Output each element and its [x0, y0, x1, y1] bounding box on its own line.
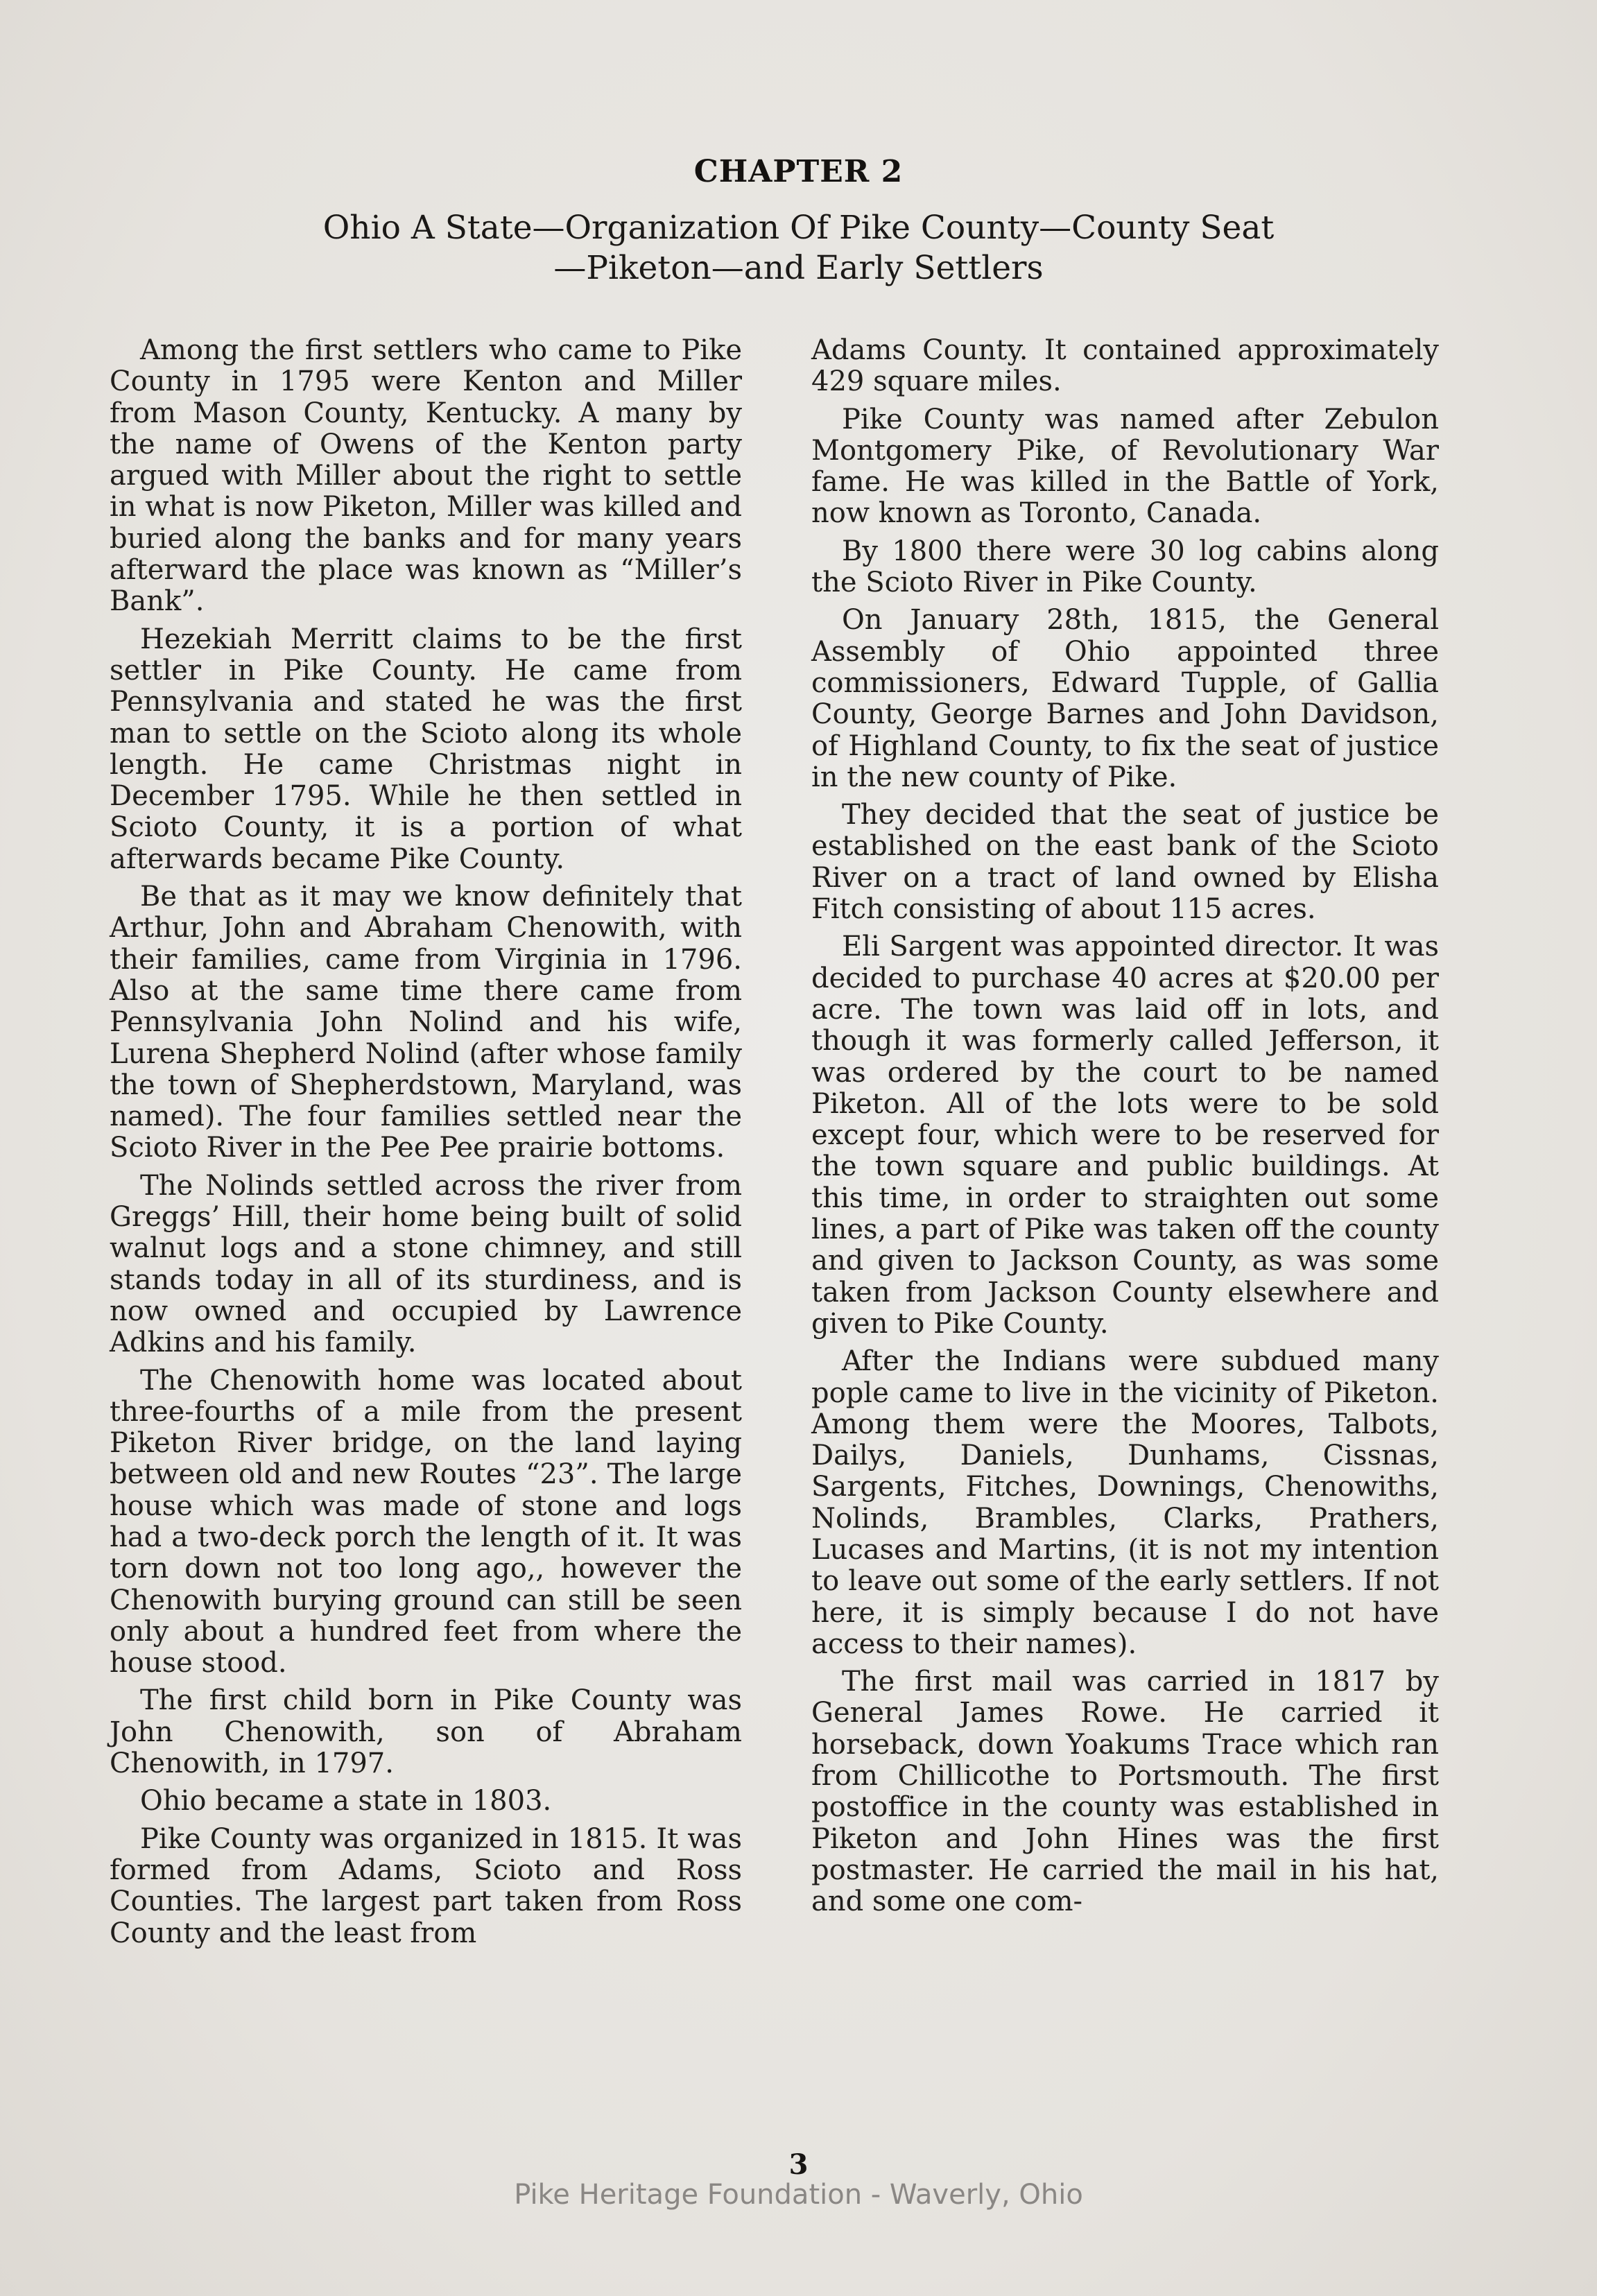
paragraph: The Chenowith home was located about three-fourths of a mile from the present Piketon River bridge, on the land laying between old and new Routes “23”. The large house which was made of stone and logs had a two-deck porch the length of it. It was torn down not too long ago,, however the Chenowith burying ground can still be seen only about a hundred feet from where the house stood. [110, 1364, 742, 1680]
chapter-title [139, 208, 1458, 288]
paragraph: Hezekiah Merritt claims to be the first settler in Pike County. He came from Pennsylvania and stated he was the first man to settle on the Scioto along its whole length. He came Christmas night in December 1795. While he then settled in Scioto County, it is a portion of what afterwards became Pike County. [110, 623, 742, 875]
right-text-column [811, 335, 1439, 1924]
paragraph: Eli Sargent was appointed director. It was decided to purchase 40 acres at $20.00 per acre. The town was laid off in lots, and though it was formerly called Jefferson, it was ordered by the court to be named Piketon. All of the lots were to be sold except four, which were to be reserved for the town square and public buildings. At this time, in order to straighten out some lines, a part of Pike was taken off the county and given to Jackson County, as was some taken from Jackson County elsewhere and given to Pike County. [811, 931, 1439, 1340]
paragraph: Among the first settlers who came to Pike County in 1795 were Kenton and Miller from Mason County, Kentucky. A many by the name of Owens of the Kenton party argued with Miller about the right to settle in what is now Piketon, Miller was killed and buried along the banks and for many years afterward the place was known as “Miller’s Bank”. [110, 334, 742, 618]
paragraph: The first mail was carried in 1817 by General James Rowe. He carried it horseback, down Yoakums Trace which ran from Chillicothe to Portsmouth. The first postoffice in the county was established in Piketon and John Hines was the first postmaster. He carried the mail in his hat, and some one com- [811, 1666, 1439, 1918]
footer-credit: Pike Heritage Foundation - Waverly, Ohio [514, 2179, 1083, 2211]
paragraph: The first child born in Pike County was John Chenowith, son of Abraham Chenowith, in 1797. [110, 1684, 742, 1780]
paragraph: Be that as it may we know definitely that Arthur, John and Abraham Chenowith, with their families, came from Virginia in 1796. Also at the same time there came from Pennsylvania John Nolind and his wife, Lurena Shepherd Nolind (after whose family the town of Shepherdstown, Maryland, was named). The four families settled near the Scioto River in the Pee Pee prairie bottoms. [110, 881, 742, 1164]
page-number: 3 [788, 2148, 809, 2181]
paragraph: On January 28th, 1815, the General Assembly of Ohio appointed three commissioners, Edward Tupple, of Gallia County, George Barnes and John Davidson, of Highland County, to fix the seat of justice in the new county of Pike. [811, 604, 1439, 793]
paragraph: Ohio became a state in 1803. [140, 1785, 552, 1818]
paragraph: Pike County was organized in 1815. It was formed from Adams, Scioto and Ross Counties. The largest part taken from Ross County and the least from [110, 1822, 742, 1949]
paragraph: Pike County was named after Zebulon Montgomery Pike, of Revolutionary War fame. He was killed in the Battle of York, now known as Toronto, Canada. [811, 403, 1439, 530]
paragraph: The Nolinds settled across the river from Greggs’ Hill, their home being built of solid walnut logs and a stone chimney, and still stands today in all of its sturdiness, and is now owned and occupied by Lawrence Adkins and his family. [110, 1169, 742, 1359]
paragraph: They decided that the seat of justice be established on the east bank of the Scioto River on a tract of land owned by Elisha Fitch consisting of about 115 acres. [811, 799, 1439, 926]
chapter-title-line-2: —Piketon—and Early Settlers [553, 249, 1044, 287]
paragraph: By 1800 there were 30 log cabins along the Scioto River in Pike County. [811, 535, 1439, 599]
paragraph-continuation: Adams County. It contained approximately 429 square miles. [811, 334, 1439, 398]
chapter-label: CHAPTER 2 [693, 154, 904, 189]
paragraph: After the Indians were subdued many pople came to live in the vicinity of Piketon. Among them were the Moores, Talbots, Dailys, Daniels, Dunhams, Cissnas, Sargents, Fitches, Downings, Chenowiths, Nolinds, Brambles, Clarks, Prathers, Lucases and Martins, (it is not my intention to leave out some of the early settlers. If not here, it is simply because I do not have access to their names). [811, 1345, 1439, 1660]
left-text-column [110, 335, 742, 1956]
chapter-title-line-1: Ohio A State—Organization Of Pike County—County Seat [322, 209, 1275, 247]
